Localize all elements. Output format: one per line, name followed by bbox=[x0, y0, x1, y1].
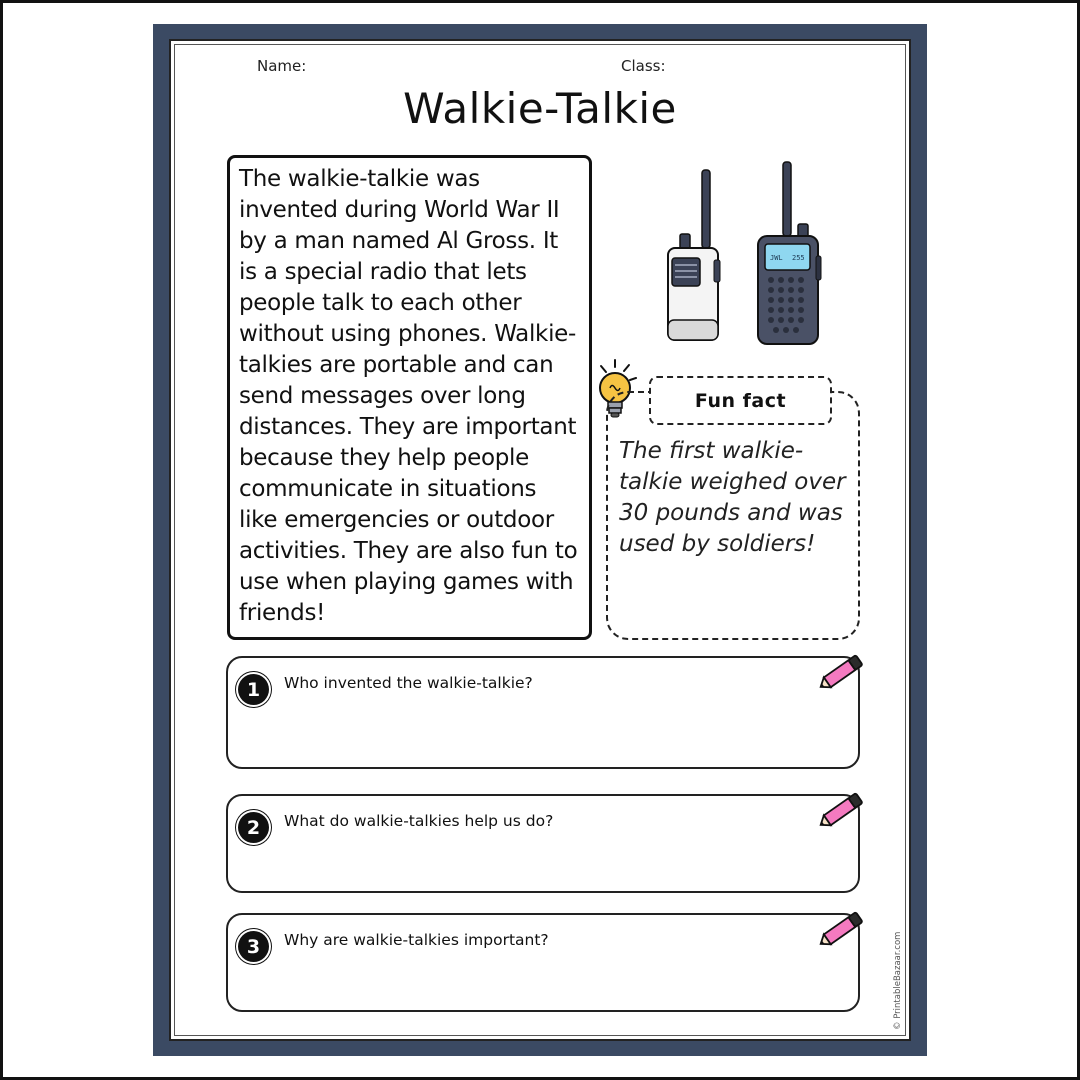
pencil-icon bbox=[816, 907, 868, 951]
question-2-answer-box[interactable] bbox=[226, 794, 860, 893]
copyright-watermark: © PrintableBazaar.com bbox=[893, 931, 903, 1030]
dark-radio-image bbox=[758, 162, 821, 344]
reading-passage-box bbox=[227, 155, 592, 640]
question-1-number-badge: 1 bbox=[238, 674, 269, 705]
question-3-number-badge: 3 bbox=[238, 931, 269, 962]
question-1-answer-box[interactable] bbox=[226, 656, 860, 769]
pencil-icon bbox=[816, 788, 868, 832]
radio-screen-left-text: JWL bbox=[770, 254, 783, 262]
question-2-text: What do walkie-talkies help us do? bbox=[284, 812, 554, 830]
name-label: Name: bbox=[257, 57, 307, 75]
question-2-number-badge: 2 bbox=[238, 812, 269, 843]
reading-passage-text: The walkie-talkie was invented during World War II by a man named Al Gross. It is a special radio that lets people talk to each other without using phones. Walkie-talkies are portable and can send messages over long distances. They are important because they help people communicate in situations like emergencies or outdoor activities. They are also fun to use when playing games with friends! bbox=[239, 166, 578, 626]
white-radio-image bbox=[668, 170, 720, 340]
walkie-talkie-illustration bbox=[650, 160, 830, 350]
fun-fact-heading: Fun fact bbox=[649, 376, 832, 425]
radio-screen-right-text: 255 bbox=[792, 254, 805, 262]
question-3-answer-box[interactable] bbox=[226, 913, 860, 1012]
question-1-text: Who invented the walkie-talkie? bbox=[284, 674, 533, 692]
pencil-icon bbox=[816, 650, 868, 694]
class-label: Class: bbox=[621, 57, 666, 75]
fun-fact-text: The first walkie-talkie weighed over 30 pounds and was used by soldiers! bbox=[619, 438, 846, 557]
question-3-text: Why are walkie-talkies important? bbox=[284, 931, 549, 949]
worksheet-title: Walkie-Talkie bbox=[403, 84, 677, 133]
